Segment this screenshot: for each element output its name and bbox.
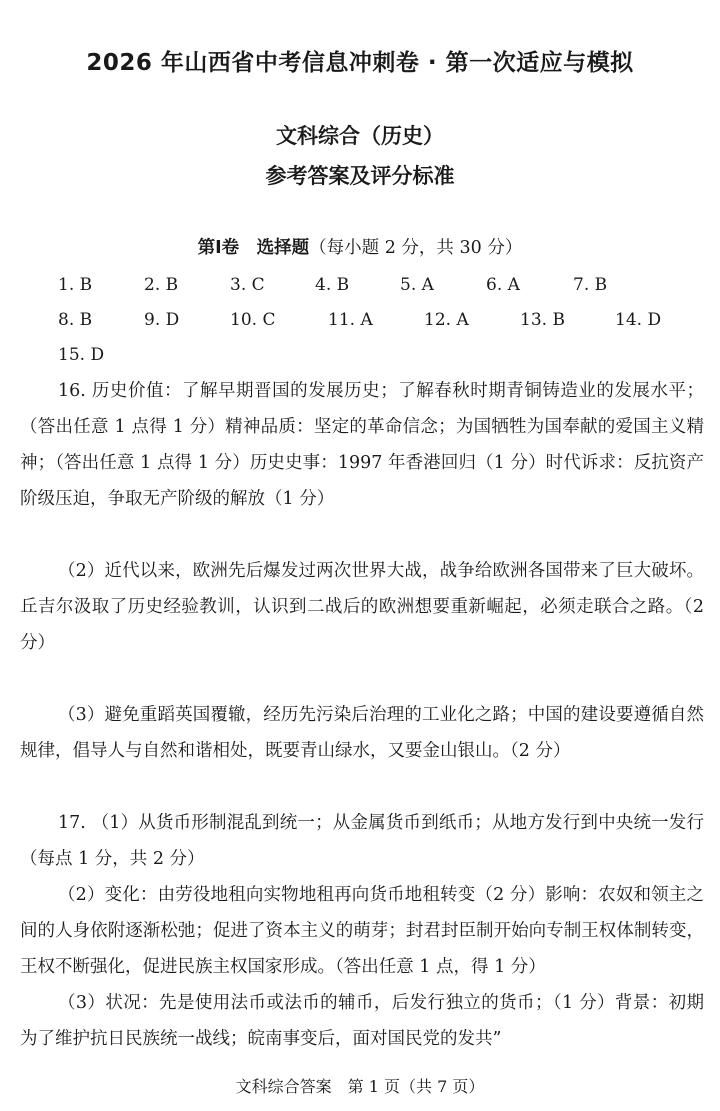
answer-item: 10. C [230, 310, 276, 330]
answer-item: 1. B [58, 275, 93, 295]
subject-title: 文科综合（历史） [276, 124, 444, 148]
answer-item: 3. C [230, 275, 265, 295]
q17-paragraph-2: （2）变化：由劳役地租向实物地租再向货币地租转变（2 分）影响：农奴和领主之间的人身依附逐渐松弛；促进了资本主义的萌芽；封君封臣制开始向专制王权体制转变，王权不断强化，促进民族主权国家形成。（答出任意 1 点，得 1 分） [20, 885, 704, 977]
section-heading-note: （每小题 2 分，共 30 分） [309, 238, 523, 258]
answer-item: 9. D [144, 310, 180, 330]
answer-item: 12. A [424, 310, 469, 330]
section-heading [0, 234, 720, 259]
answer-item: 6. A [486, 275, 520, 295]
answer-item: 5. A [400, 275, 434, 295]
section-heading-label: 第Ⅰ卷 选择题 [197, 238, 310, 258]
q16-paragraph-2: （2）近代以来，欧洲先后爆发过两次世界大战，战争给欧洲各国带来了巨大破坏。丘吉尔汲取了历史经验教训，认识到二战后的欧洲想要重新崛起，必须走联合之路。（2 分） [20, 561, 704, 653]
answer-item: 13. B [520, 310, 565, 330]
answer-item: 11. A [328, 310, 373, 330]
answer-item: 8. B [58, 310, 93, 330]
answer-item: 2. B [144, 275, 179, 295]
page-footer: 文科综合答案 第 1 页（共 7 页） [235, 1077, 485, 1096]
answer-item: 7. B [573, 275, 608, 295]
answer-item: 14. D [615, 310, 662, 330]
document-type-title: 参考答案及评分标准 [265, 164, 455, 188]
answer-item: 15. D [58, 345, 105, 365]
q16-paragraph-1: 16. 历史价值：了解早期晋国的发展历史；了解春秋时期青铜铸造业的发展水平；（答出任意 1 点得 1 分）精神品质：坚定的革命信念；为国牺牲为国奉献的爱国主义精神；（答出任意 1 点得 1 分）历史史事：1997 年香港回归（1 分）时代诉求：反抗资产阶级压迫，争取无产阶级的解放（1 分） [20, 381, 704, 509]
q17-paragraph-3: （3）状况：先是使用法币或法币的辅币，后发行独立的货币；（1 分）背景：初期为了维护抗日民族统一战线；皖南事变后，面对国民党的发共” [20, 993, 704, 1049]
q17-paragraph-1: 17. （1）从货币形制混乱到统一；从金属货币到纸币；从地方发行到中央统一发行（每点 1 分，共 2 分） [20, 813, 704, 869]
q16-paragraph-3: （3）避免重蹈英国覆辙，经历先污染后治理的工业化之路；中国的建设要遵循自然规律，倡导人与自然和谐相处，既要青山绿水，又要金山银山。（2 分） [20, 705, 704, 761]
answer-item: 4. B [315, 275, 350, 295]
exam-title: 2026 年山西省中考信息冲刺卷 · 第一次适应与模拟 [86, 50, 634, 76]
